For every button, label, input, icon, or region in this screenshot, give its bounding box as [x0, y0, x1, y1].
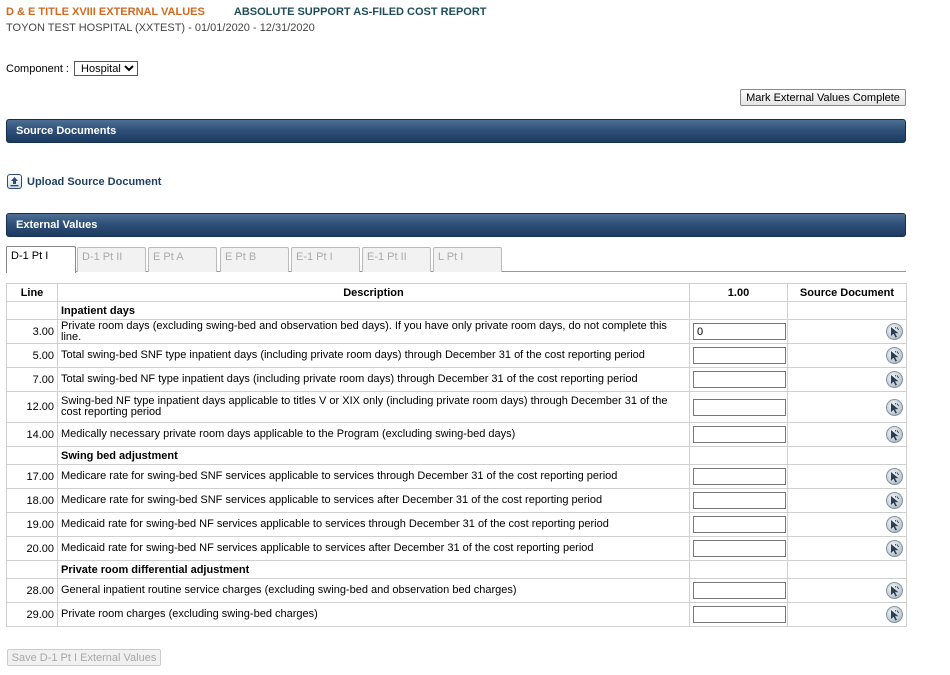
- row-description: Medicare rate for swing-bed SNF services applicable to services after December 31 of the cost reporting period: [58, 489, 690, 513]
- table-row: [7, 368, 907, 392]
- value-cell: [690, 392, 788, 423]
- group-label: Inpatient days: [58, 302, 690, 320]
- row-description: Total swing-bed SNF type inpatient days (including private room days) through December 31 of the cost reporting period: [58, 344, 690, 368]
- value-cell: [690, 603, 788, 627]
- table-row: [7, 513, 907, 537]
- source-document-icon[interactable]: [886, 323, 903, 340]
- source-cell: [788, 320, 907, 344]
- external-values-table: [6, 283, 907, 627]
- group-row: [7, 302, 907, 320]
- source-cell: [788, 344, 907, 368]
- source-documents-header: Source Documents: [6, 119, 906, 143]
- line-number: 18.00: [7, 489, 58, 513]
- row-description: Medicaid rate for swing-bed NF services applicable to services through December 31 of the cost reporting period: [58, 513, 690, 537]
- line-number: 12.00: [7, 392, 58, 423]
- value-input[interactable]: [693, 516, 786, 533]
- value-cell: [690, 423, 788, 447]
- source-cell: [788, 537, 907, 561]
- source-cell: [788, 579, 907, 603]
- line-number: 19.00: [7, 513, 58, 537]
- upload-label[interactable]: Upload Source Document: [27, 175, 162, 188]
- table-row: [7, 320, 907, 344]
- source-document-icon[interactable]: [886, 492, 903, 509]
- group-line-cell: [7, 447, 58, 465]
- tab-e1-pt-ii[interactable]: E-1 Pt II: [362, 247, 431, 272]
- component-dropdown[interactable]: [74, 61, 138, 76]
- value-input[interactable]: [693, 323, 786, 340]
- source-cell: [788, 465, 907, 489]
- table-row: [7, 423, 907, 447]
- value-cell: [690, 537, 788, 561]
- row-description: Medically necessary private room days applicable to the Program (excluding swing-bed days): [58, 423, 690, 447]
- group-row: [7, 447, 907, 465]
- mark-external-values-complete-button[interactable]: Mark External Values Complete: [740, 89, 906, 106]
- line-number: 20.00: [7, 537, 58, 561]
- line-number: 3.00: [7, 320, 58, 344]
- source-document-icon[interactable]: [886, 468, 903, 485]
- row-description: Total swing-bed NF type inpatient days (including private room days) through December 31 of the cost reporting period: [58, 368, 690, 392]
- value-input[interactable]: [693, 582, 786, 599]
- source-document-icon[interactable]: [886, 426, 903, 443]
- group-source-cell: [788, 302, 907, 320]
- value-cell: [690, 465, 788, 489]
- group-line-cell: [7, 561, 58, 579]
- report-name: ABSOLUTE SUPPORT AS-FILED COST REPORT: [233, 6, 487, 18]
- header-description: Description: [58, 284, 690, 302]
- tab-d1-pt-i[interactable]: D-1 Pt I: [6, 246, 76, 273]
- source-document-icon[interactable]: [886, 540, 903, 557]
- row-description: General inpatient routine service charges (excluding swing-bed and observation bed charges): [58, 579, 690, 603]
- value-cell: [690, 344, 788, 368]
- table-row: [7, 344, 907, 368]
- value-input[interactable]: [693, 492, 786, 509]
- group-label: Private room differential adjustment: [58, 561, 690, 579]
- component-label: Component :: [6, 63, 69, 75]
- table-row: [7, 465, 907, 489]
- row-description: Private room charges (excluding swing-bed charges): [58, 603, 690, 627]
- group-source-cell: [788, 447, 907, 465]
- component-selector: [6, 61, 138, 76]
- worksheet-tabs: [6, 246, 906, 272]
- table-row: [7, 579, 907, 603]
- table-row: [7, 603, 907, 627]
- header-source-document: Source Document: [788, 284, 907, 302]
- line-number: 5.00: [7, 344, 58, 368]
- line-number: 14.00: [7, 423, 58, 447]
- table-row: [7, 537, 907, 561]
- value-cell: [690, 368, 788, 392]
- group-label: Swing bed adjustment: [58, 447, 690, 465]
- external-values-header: External Values: [6, 213, 906, 237]
- source-cell: [788, 423, 907, 447]
- source-cell: [788, 603, 907, 627]
- value-input[interactable]: [693, 347, 786, 364]
- source-document-icon[interactable]: [886, 516, 903, 533]
- line-number: 29.00: [7, 603, 58, 627]
- value-cell: [690, 489, 788, 513]
- group-row: [7, 561, 907, 579]
- value-input[interactable]: [693, 426, 786, 443]
- row-description: Swing-bed NF type inpatient days applicable to titles V or XIX only (including private room days) through December 31 of the cost reporting period: [58, 392, 690, 423]
- title-text: D & E TITLE XVIII EXTERNAL VALUES: [6, 6, 205, 18]
- group-value-cell: [690, 447, 788, 465]
- row-description: Medicaid rate for swing-bed NF services applicable to services after December 31 of the cost reporting period: [58, 537, 690, 561]
- upload-source-document-link[interactable]: [7, 174, 161, 189]
- source-document-icon[interactable]: [886, 371, 903, 388]
- value-input[interactable]: [693, 606, 786, 623]
- source-document-icon[interactable]: [886, 399, 903, 416]
- row-description: Medicare rate for swing-bed SNF services applicable to services through December 31 of the cost reporting period: [58, 465, 690, 489]
- line-number: 7.00: [7, 368, 58, 392]
- value-input[interactable]: [693, 468, 786, 485]
- table-row: [7, 489, 907, 513]
- value-cell: [690, 579, 788, 603]
- group-value-cell: [690, 561, 788, 579]
- source-document-icon[interactable]: [886, 347, 903, 364]
- source-document-icon[interactable]: [886, 582, 903, 599]
- group-line-cell: [7, 302, 58, 320]
- group-value-cell: [690, 302, 788, 320]
- group-source-cell: [788, 561, 907, 579]
- tab-d1-pt-ii[interactable]: D-1 Pt II: [77, 247, 146, 272]
- save-external-values-button: Save D-1 Pt I External Values: [7, 649, 161, 666]
- header-line: Line: [7, 284, 58, 302]
- value-cell: [690, 513, 788, 537]
- hospital-subtitle: TOYON TEST HOSPITAL (XXTEST) - 01/01/2020 - 12/31/2020: [6, 22, 315, 34]
- tab-e-pt-b[interactable]: E Pt B: [220, 247, 289, 272]
- source-cell: [788, 513, 907, 537]
- source-document-icon[interactable]: [886, 606, 903, 623]
- value-input[interactable]: [693, 399, 786, 416]
- value-input[interactable]: [693, 540, 786, 557]
- line-number: 28.00: [7, 579, 58, 603]
- source-cell: [788, 392, 907, 423]
- tab-e1-pt-i[interactable]: E-1 Pt I: [291, 247, 360, 272]
- tab-l-pt-i[interactable]: L Pt I: [433, 247, 502, 272]
- source-cell: [788, 368, 907, 392]
- tab-e-pt-a[interactable]: E Pt A: [148, 247, 217, 272]
- table-row: [7, 392, 907, 423]
- page-title: [6, 6, 487, 18]
- row-description: Private room days (excluding swing-bed and observation bed days). If you have only private room days, do not complete this line.: [58, 320, 690, 344]
- header-column-1: 1.00: [690, 284, 788, 302]
- line-number: 17.00: [7, 465, 58, 489]
- value-input[interactable]: [693, 371, 786, 388]
- upload-icon[interactable]: [7, 174, 22, 189]
- value-cell: [690, 320, 788, 344]
- source-cell: [788, 489, 907, 513]
